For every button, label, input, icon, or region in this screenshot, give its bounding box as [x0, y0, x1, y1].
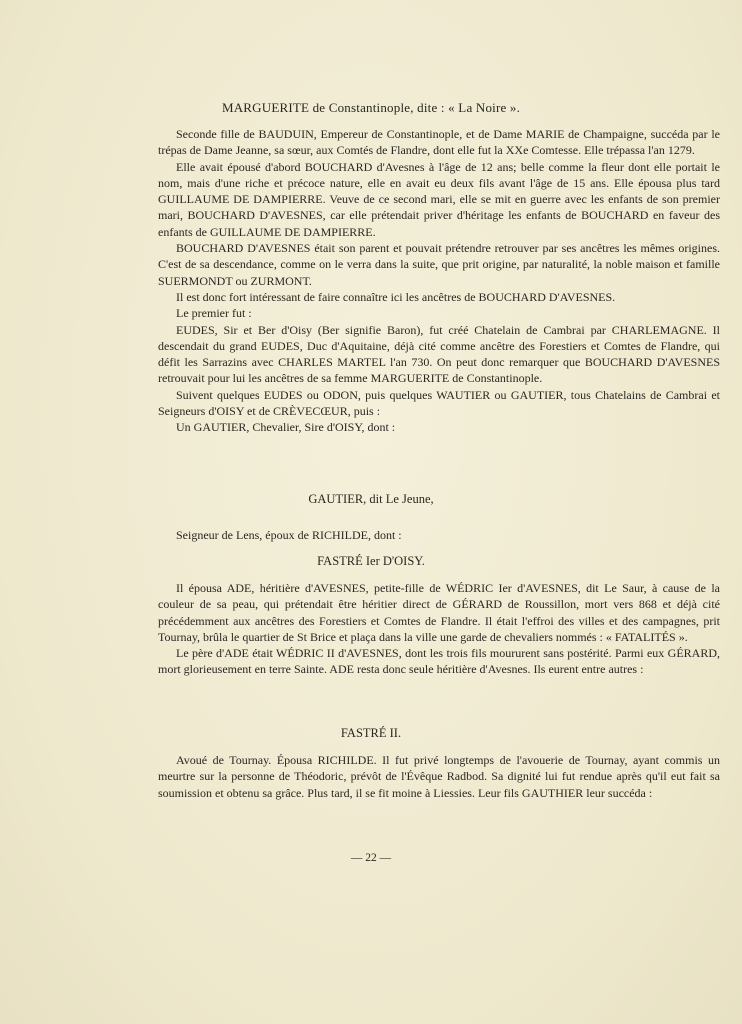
paragraph-fastre-1: Il épousa ADE, héritière d'AVESNES, petite-fille de WÉDRIC Ier d'AVESNES, dit Le Saur, à cause de la couleur de sa peau, qui prétendait être héritier direct de GÉRARD de Roussillon, mort vers 868 et déjà cité précédemment aux ancêtres des Forestiers et Comtes de Flandre. Il était l'effroi des villes et des campagnes, prit Tournay, brûla le quartier de St Brice et plaça dans la ville une garde de chevaliers nommés : « FATALITÉS ». — [158, 581, 720, 644]
heading-fastre-1: FASTRÉ Ier D'OISY. — [317, 554, 425, 568]
paragraph-fastre-2: Avoué de Tournay. Épousa RICHILDE. Il fut privé longtemps de l'avouerie de Tournay, ayant commis un meurtre sur la personne de Théodoric, prévôt de l'Évêque Radbod. Sa dignité lui fut rendue après qu'il eut fait sa soumission et obtenu sa grâce. Plus tard, il se fit moine à Liessies. Leur fils GAUTHIER leur succéda : — [158, 753, 720, 800]
paragraph-4: Il est donc fort intéressant de faire connaître ici les ancêtres de BOUCHARD D'AVESNES. — [176, 289, 616, 304]
body-block-3 — [158, 752, 720, 801]
gautier-text: Seigneur de Lens, époux de RICHILDE, dont : — [176, 528, 402, 542]
heading-gautier: GAUTIER, dit Le Jeune, — [308, 492, 434, 506]
paragraph-6: EUDES, Sir et Ber d'Oisy (Ber signifie Baron), fut créé Chatelain de Cambrai par CHARLEMAGNE. Il descendait du grand EUDES, Duc d'Aquitaine, déjà cité comme ancêtre des Forestiers et Comtes de Flandre, qui défit les Sarrazins avec CHARLES MARTEL l'an 730. On peut donc remarquer que BOUCHARD D'AVESNES retrouvait pour lui les ancêtres de sa femme MARGUERITE de Constantinople. — [158, 322, 720, 386]
page-title: MARGUERITE de Constantinople, dite : « La Noire ». — [221, 100, 521, 115]
paragraph-3: BOUCHARD D'AVESNES était son parent et pouvait prétendre retrouver par ses ancêtres les mêmes origines. C'est de sa descendance, comme on le verra dans la suite, que prit origine, par naturalité, la noble maison et famille SUERMONDT ou ZURMONT. — [158, 241, 720, 288]
page-number: — 22 — — [350, 852, 392, 864]
paragraph-1: Seconde fille de BAUDUIN, Empereur de Constantinople, et de Dame MARIE de Champaigne, succéda par le trépas de Dame Jeanne, sa sœur, aux Comtés de Flandre, dont elle fut la XXe Comtesse. Elle trépassa l'an 1279. — [158, 127, 720, 158]
paragraph-8: Un GAUTIER, Chevalier, Sire d'OISY, dont : — [176, 420, 396, 435]
paragraph-2: Elle avait épousé d'abord BOUCHARD d'Avesnes à l'âge de 12 ans; belle comme la fleur dont elle portait le nom, mais d'une riche et précoce nature, elle en avait eu deux fils avant l'âge de 15 ans. Elle épousa plus tard GUILLAUME DE DAMPIERRE. Veuve de ce second mari, elle se mit en guerre avec les enfants de son premier mari, BOUCHARD D'AVESNES, car elle prétendait priver d'héritage les enfants de BOUCHARD en faveur des enfants de GUILLAUME DE DAMPIERRE. — [158, 159, 720, 239]
paragraph-5: Le premier fut : — [176, 306, 252, 321]
paragraph-7: Suivent quelques EUDES ou ODON, puis quelques WAUTIER ou GAUTIER, tous Chatelains de Cambrai et Seigneurs d'OISY et de CRÈVECŒUR, puis : — [158, 387, 720, 419]
body-block-1 — [158, 126, 720, 436]
gautier-block — [158, 527, 720, 543]
body-block-2 — [158, 580, 720, 678]
heading-fastre-2: FASTRÉ II. — [340, 726, 402, 740]
paragraph-ade: Le père d'ADE était WÉDRIC II d'AVESNES, dont les trois fils moururent sans postérité. Parmi eux GÉRARD, mort glorieusement en terre Sainte. ADE resta donc seule héritière d'Avesnes. Ils eurent entre autres : — [158, 646, 720, 677]
